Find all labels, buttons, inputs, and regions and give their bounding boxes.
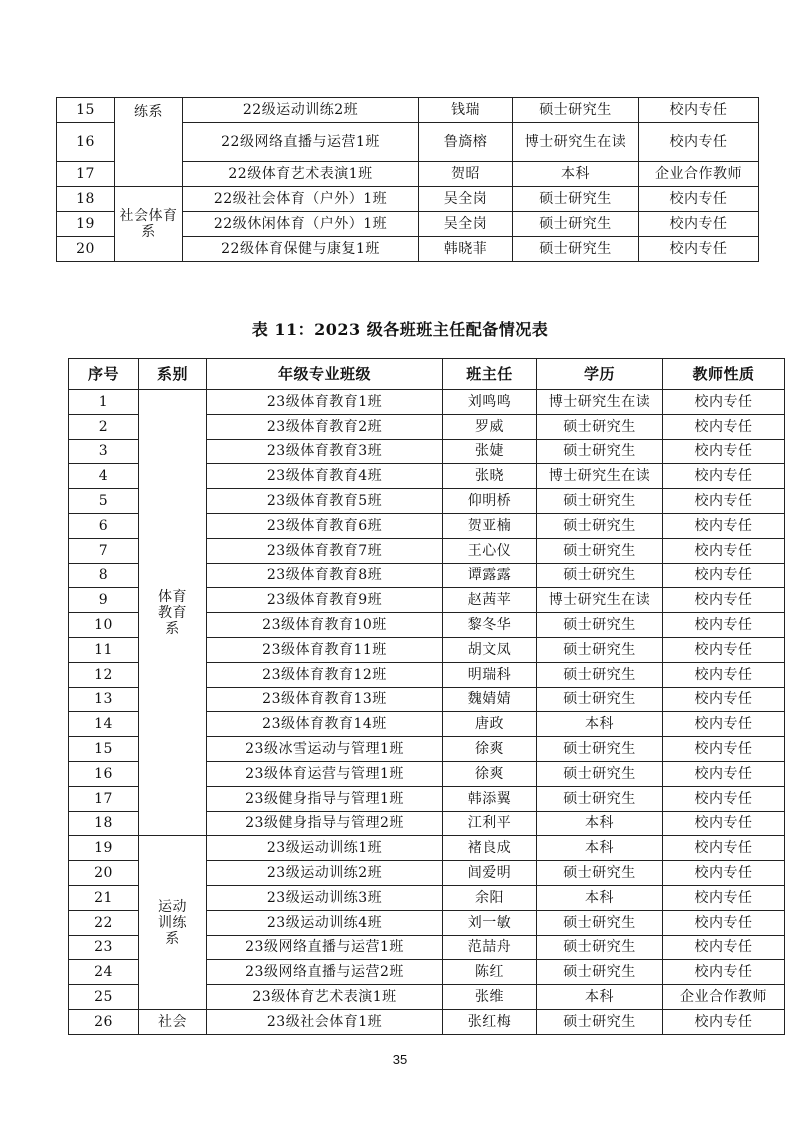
- row-number: 17: [57, 162, 115, 187]
- head-teacher: 江利平: [443, 811, 537, 836]
- head-teacher: 赵茜苹: [443, 588, 537, 613]
- header-head-teacher: 班主任: [443, 359, 537, 390]
- class-name: 23级社会体育1班: [207, 1009, 443, 1034]
- education: 硕士研究生: [537, 489, 663, 514]
- head-teacher: 张婕: [443, 439, 537, 464]
- teacher-type: 校内专任: [663, 885, 785, 910]
- education: 博士研究生在读: [537, 390, 663, 415]
- page-number: 35: [392, 1052, 408, 1067]
- department-cell: 体育教育系: [139, 390, 207, 836]
- teacher-type: 企业合作教师: [639, 162, 759, 187]
- teacher-type: 校内专任: [663, 836, 785, 861]
- row-number: 18: [69, 811, 139, 836]
- head-teacher: 韩晓菲: [419, 237, 513, 262]
- head-teacher: 张维: [443, 985, 537, 1010]
- head-teacher: 余阳: [443, 885, 537, 910]
- education: 硕士研究生: [537, 737, 663, 762]
- head-teacher: 吴全岗: [419, 212, 513, 237]
- education: 硕士研究生: [513, 212, 639, 237]
- class-name: 23级健身指导与管理2班: [207, 811, 443, 836]
- teacher-type: 校内专任: [663, 786, 785, 811]
- education: 硕士研究生: [513, 98, 639, 123]
- teacher-type: 校内专任: [639, 123, 759, 162]
- education: 本科: [537, 811, 663, 836]
- class-name: 23级体育运营与管理1班: [207, 761, 443, 786]
- row-number: 1: [69, 390, 139, 415]
- head-teacher: 谭露露: [443, 563, 537, 588]
- education: 博士研究生在读: [537, 464, 663, 489]
- row-number: 7: [69, 538, 139, 563]
- teacher-type: 校内专任: [663, 712, 785, 737]
- header-teacher-type: 教师性质: [663, 359, 785, 390]
- education: 博士研究生在读: [513, 123, 639, 162]
- head-teacher: 胡文凤: [443, 637, 537, 662]
- class-name: 23级体育艺术表演1班: [207, 985, 443, 1010]
- row-number: 19: [69, 836, 139, 861]
- head-teacher: 张晓: [443, 464, 537, 489]
- class-name: 22级网络直播与运营1班: [183, 123, 419, 162]
- education: 硕士研究生: [537, 861, 663, 886]
- class-name: 23级体育教育10班: [207, 613, 443, 638]
- head-teacher: 明瑞科: [443, 662, 537, 687]
- row-number: 20: [57, 237, 115, 262]
- row-number: 4: [69, 464, 139, 489]
- education: 本科: [537, 985, 663, 1010]
- class-name: 23级体育教育13班: [207, 687, 443, 712]
- class-name: 23级运动训练2班: [207, 861, 443, 886]
- header-education: 学历: [537, 359, 663, 390]
- education: 硕士研究生: [537, 662, 663, 687]
- education: 硕士研究生: [537, 538, 663, 563]
- row-number: 16: [57, 123, 115, 162]
- class-name: 23级体育教育14班: [207, 712, 443, 737]
- teacher-type: 校内专任: [663, 613, 785, 638]
- head-teacher: 褚良成: [443, 836, 537, 861]
- row-number: 15: [69, 737, 139, 762]
- class-name: 22级社会体育（户外）1班: [183, 187, 419, 212]
- row-number: 20: [69, 861, 139, 886]
- table-row: [69, 1009, 785, 1034]
- head-teacher: 陈红: [443, 960, 537, 985]
- row-number: 14: [69, 712, 139, 737]
- class-name: 23级体育教育12班: [207, 662, 443, 687]
- teacher-type: 校内专任: [663, 662, 785, 687]
- row-number: 11: [69, 637, 139, 662]
- row-number: 25: [69, 985, 139, 1010]
- department-cell: 练系: [115, 98, 183, 187]
- head-teacher: 王心仪: [443, 538, 537, 563]
- head-teacher: 范喆舟: [443, 935, 537, 960]
- head-teacher: 黎冬华: [443, 613, 537, 638]
- class-name: 23级体育教育11班: [207, 637, 443, 662]
- class-name: 23级体育教育7班: [207, 538, 443, 563]
- teacher-type: 校内专任: [663, 960, 785, 985]
- education: 本科: [537, 712, 663, 737]
- class-name: 23级体育教育6班: [207, 513, 443, 538]
- class-name: 23级网络直播与运营1班: [207, 935, 443, 960]
- teacher-type: 企业合作教师: [663, 985, 785, 1010]
- department-cell: 运动训练系: [139, 836, 207, 1010]
- row-number: 21: [69, 885, 139, 910]
- head-teacher: 徐爽: [443, 737, 537, 762]
- row-number: 17: [69, 786, 139, 811]
- education: 硕士研究生: [537, 1009, 663, 1034]
- row-number: 13: [69, 687, 139, 712]
- education: 硕士研究生: [537, 613, 663, 638]
- department-cell: 社会体育系: [115, 187, 183, 262]
- teacher-type: 校内专任: [663, 861, 785, 886]
- row-number: 9: [69, 588, 139, 613]
- teacher-type: 校内专任: [663, 1009, 785, 1034]
- education: 本科: [537, 885, 663, 910]
- row-number: 23: [69, 935, 139, 960]
- class-name: 23级运动训练1班: [207, 836, 443, 861]
- head-teacher: 鲁旖榕: [419, 123, 513, 162]
- teacher-type: 校内专任: [663, 439, 785, 464]
- head-teacher: 钱瑞: [419, 98, 513, 123]
- teacher-type: 校内专任: [663, 489, 785, 514]
- row-number: 5: [69, 489, 139, 514]
- table-caption: 表 11：2023 级各班班主任配备情况表: [251, 320, 549, 339]
- class-name: 23级健身指导与管理1班: [207, 786, 443, 811]
- head-teacher: 贺昭: [419, 162, 513, 187]
- education: 硕士研究生: [537, 910, 663, 935]
- education: 硕士研究生: [537, 563, 663, 588]
- class-name: 23级运动训练4班: [207, 910, 443, 935]
- row-number: 26: [69, 1009, 139, 1034]
- education: 博士研究生在读: [537, 588, 663, 613]
- row-number: 3: [69, 439, 139, 464]
- row-number: 15: [57, 98, 115, 123]
- education: 硕士研究生: [537, 637, 663, 662]
- row-number: 16: [69, 761, 139, 786]
- table-row: [69, 836, 785, 861]
- class-name: 23级体育教育4班: [207, 464, 443, 489]
- teacher-type: 校内专任: [663, 538, 785, 563]
- class-name: 22级运动训练2班: [183, 98, 419, 123]
- row-number: 2: [69, 414, 139, 439]
- teacher-type: 校内专任: [639, 212, 759, 237]
- table-row: [69, 390, 785, 415]
- class-name: 23级体育教育1班: [207, 390, 443, 415]
- head-teacher: 仰明桥: [443, 489, 537, 514]
- education: 硕士研究生: [537, 439, 663, 464]
- head-teacher: 吴全岗: [419, 187, 513, 212]
- class-name: 22级体育艺术表演1班: [183, 162, 419, 187]
- head-teacher: 罗威: [443, 414, 537, 439]
- class-name: 23级运动训练3班: [207, 885, 443, 910]
- education: 硕士研究生: [537, 414, 663, 439]
- row-number: 24: [69, 960, 139, 985]
- head-teacher: 韩添翼: [443, 786, 537, 811]
- head-teacher: 刘一敏: [443, 910, 537, 935]
- teacher-type: 校内专任: [663, 811, 785, 836]
- class-name: 23级体育教育5班: [207, 489, 443, 514]
- class-name: 23级体育教育9班: [207, 588, 443, 613]
- teacher-type: 校内专任: [663, 513, 785, 538]
- head-teacher: 魏婧婧: [443, 687, 537, 712]
- row-number: 8: [69, 563, 139, 588]
- class-name: 23级体育教育8班: [207, 563, 443, 588]
- class-name: 23级体育教育2班: [207, 414, 443, 439]
- teacher-type: 校内专任: [663, 637, 785, 662]
- head-teacher: 闾爱明: [443, 861, 537, 886]
- row-number: 10: [69, 613, 139, 638]
- teacher-type: 校内专任: [663, 737, 785, 762]
- education: 硕士研究生: [537, 935, 663, 960]
- teacher-type: 校内专任: [663, 935, 785, 960]
- teacher-type: 校内专任: [663, 910, 785, 935]
- table-header-row: [69, 359, 785, 390]
- class-name: 22级体育保健与康复1班: [183, 237, 419, 262]
- teacher-type: 校内专任: [663, 414, 785, 439]
- class-teacher-table-2022-continued: [56, 97, 759, 262]
- education: 硕士研究生: [537, 960, 663, 985]
- teacher-type: 校内专任: [663, 563, 785, 588]
- teacher-type: 校内专任: [663, 761, 785, 786]
- head-teacher: 刘鸣鸣: [443, 390, 537, 415]
- education: 本科: [537, 836, 663, 861]
- table-row: [57, 98, 759, 123]
- education: 硕士研究生: [537, 687, 663, 712]
- class-name: 23级冰雪运动与管理1班: [207, 737, 443, 762]
- education: 硕士研究生: [537, 513, 663, 538]
- class-name: 22级休闲体育（户外）1班: [183, 212, 419, 237]
- row-number: 12: [69, 662, 139, 687]
- teacher-type: 校内专任: [663, 588, 785, 613]
- head-teacher: 唐政: [443, 712, 537, 737]
- education: 硕士研究生: [537, 786, 663, 811]
- row-number: 18: [57, 187, 115, 212]
- header-no: 序号: [69, 359, 139, 390]
- teacher-type: 校内专任: [639, 237, 759, 262]
- teacher-type: 校内专任: [639, 187, 759, 212]
- class-name: 23级网络直播与运营2班: [207, 960, 443, 985]
- row-number: 6: [69, 513, 139, 538]
- teacher-type: 校内专任: [639, 98, 759, 123]
- table-row: [57, 187, 759, 212]
- class-teacher-table-2023: [68, 358, 785, 1035]
- education: 硕士研究生: [513, 237, 639, 262]
- teacher-type: 校内专任: [663, 687, 785, 712]
- row-number: 22: [69, 910, 139, 935]
- education: 硕士研究生: [537, 761, 663, 786]
- education: 硕士研究生: [513, 187, 639, 212]
- department-cell: 社会: [139, 1009, 207, 1034]
- teacher-type: 校内专任: [663, 390, 785, 415]
- class-name: 23级体育教育3班: [207, 439, 443, 464]
- head-teacher: 张红梅: [443, 1009, 537, 1034]
- header-class: 年级专业班级: [207, 359, 443, 390]
- teacher-type: 校内专任: [663, 464, 785, 489]
- row-number: 19: [57, 212, 115, 237]
- header-department: 系别: [139, 359, 207, 390]
- education: 本科: [513, 162, 639, 187]
- head-teacher: 徐爽: [443, 761, 537, 786]
- head-teacher: 贺亚楠: [443, 513, 537, 538]
